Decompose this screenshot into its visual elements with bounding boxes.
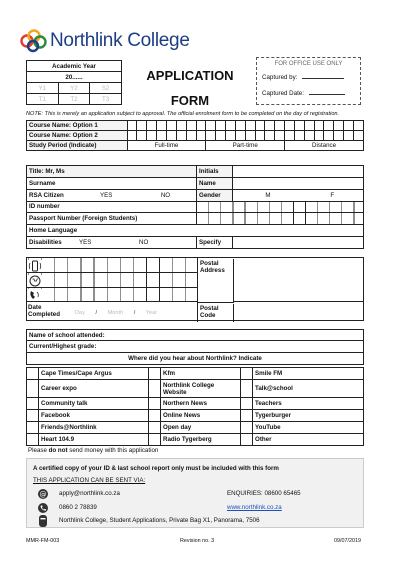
date-month-placeholder: Month — [107, 310, 124, 316]
course-option2-box[interactable] — [294, 131, 304, 141]
captured-by-label: Captured by: — [262, 74, 298, 81]
source-label: Friends@Northlink — [39, 422, 149, 434]
cellphone-icon — [28, 260, 42, 272]
id-passport-block — [26, 201, 364, 249]
post-box-icon — [37, 514, 49, 528]
personal-table — [26, 165, 364, 202]
course-option1-label: Course Name: Option 1 — [27, 121, 128, 131]
study-period-fulltime[interactable]: Full-time — [127, 141, 206, 151]
source-checkbox[interactable] — [149, 398, 161, 410]
course-option1-box[interactable] — [206, 121, 216, 131]
rsa-citizen-label: RSA Citizen — [29, 192, 64, 199]
enquiries-number: ENQUIRIES: 08600 65465 — [227, 490, 301, 497]
gender-male[interactable]: M — [265, 192, 271, 199]
source-label: Career expo — [39, 380, 149, 398]
logo — [20, 28, 190, 54]
form-title-line2: FORM — [170, 93, 210, 108]
doc-date: 09/07/2019 — [334, 538, 361, 544]
home-language-field[interactable] — [197, 225, 363, 236]
date-completed-field[interactable] — [75, 310, 157, 316]
sent-via-label: THIS APPLICATION CAN BE SENT VIA: — [33, 477, 146, 484]
course-option1-box[interactable] — [334, 121, 344, 131]
logo-mark-icon — [20, 29, 48, 53]
course-option1-box[interactable] — [216, 121, 226, 131]
course-option1-box[interactable] — [226, 121, 236, 131]
source-label: Tygerburger — [253, 410, 364, 422]
option-t3[interactable]: T3 — [90, 94, 122, 105]
id-number-boxes[interactable] — [197, 201, 363, 212]
office-use-box — [256, 57, 361, 105]
grade-field[interactable] — [127, 341, 363, 352]
source-checkbox[interactable] — [241, 368, 253, 380]
source-label: Other — [253, 434, 364, 446]
course-option1-box[interactable] — [196, 121, 206, 131]
source-label: Talk@school — [253, 380, 364, 398]
course-option1-box[interactable] — [137, 121, 147, 131]
source-label: Heart 104.9 — [39, 434, 149, 446]
course-option1-box[interactable] — [166, 121, 176, 131]
submission-email[interactable]: apply@northlink.co.za — [59, 490, 120, 497]
source-checkbox[interactable] — [241, 410, 253, 422]
course-option2-box[interactable] — [285, 131, 295, 141]
date-sep-1: / — [95, 310, 98, 316]
rsa-citizen-yes[interactable]: YES — [100, 192, 113, 199]
postal-address-label-2: Address — [200, 267, 225, 274]
money-note-post: send money with this application — [67, 447, 159, 454]
date-completed-label — [28, 304, 60, 318]
source-checkbox[interactable] — [27, 398, 39, 410]
course-option1-box[interactable] — [314, 121, 324, 131]
sources-table — [26, 367, 364, 446]
specify-label: Specify — [197, 237, 233, 248]
source-checkbox[interactable] — [27, 434, 39, 446]
website-link[interactable]: www.northlink.co.za — [227, 504, 282, 511]
study-period-label: Study Period (Indicate) — [27, 141, 128, 151]
source-label: Kfm — [161, 368, 241, 380]
study-period-parttime[interactable]: Part-time — [206, 141, 285, 151]
email-icon — [28, 289, 42, 301]
submission-info-box — [26, 458, 364, 528]
source-label: Northlink College Website — [161, 380, 241, 398]
course-option2-box[interactable] — [137, 131, 147, 141]
course-option1-box[interactable] — [285, 121, 295, 131]
surname-field[interactable] — [27, 178, 197, 190]
source-label: Community talk — [39, 398, 149, 410]
option-y1[interactable]: Y1 — [27, 83, 59, 94]
name-field[interactable] — [233, 178, 364, 190]
date-completed-label-1: Date — [28, 304, 42, 311]
source-label: Smile FM — [253, 368, 364, 380]
course-option2-box[interactable] — [206, 131, 216, 141]
email-row[interactable] — [27, 288, 197, 302]
cellphone-row[interactable] — [27, 258, 197, 273]
course-option2-box[interactable] — [245, 131, 255, 141]
svg-text:@: @ — [39, 490, 47, 499]
source-label: Northern News — [161, 398, 241, 410]
course-option2-box[interactable] — [176, 131, 186, 141]
disabilities-yes[interactable]: YES — [79, 239, 92, 246]
heard-header: Where did you hear about Northlink? Indicate — [26, 353, 364, 365]
course-option1-box[interactable] — [344, 121, 354, 131]
course-option1-box[interactable] — [294, 121, 304, 131]
money-note-bold: do not — [48, 447, 68, 454]
course-option2-box[interactable] — [127, 131, 137, 141]
surname-label: Surname — [29, 180, 56, 187]
logo-text: Northlink College — [50, 30, 190, 51]
source-label: Facebook — [39, 410, 149, 422]
postal-address-label-1: Postal — [200, 260, 219, 267]
course-option2-box[interactable] — [166, 131, 176, 141]
grade-label: Current/Highest grade: — [29, 343, 97, 350]
course-option2-box[interactable] — [324, 131, 334, 141]
gender-label: Gender — [197, 190, 233, 202]
course-option1-box[interactable] — [147, 121, 157, 131]
fax-phone-icon — [37, 502, 49, 514]
postal-code-label — [198, 304, 234, 322]
rsa-citizen-row — [27, 190, 197, 202]
course-option1-box[interactable] — [176, 121, 186, 131]
specify-field[interactable] — [233, 237, 363, 248]
course-option1-box[interactable] — [186, 121, 196, 131]
source-checkbox[interactable] — [149, 368, 161, 380]
source-checkbox[interactable] — [149, 434, 161, 446]
course-option1-box[interactable] — [265, 121, 275, 131]
office-use-title: FOR OFFICE USE ONLY — [274, 61, 343, 67]
school-attended-field[interactable] — [127, 330, 363, 340]
course-option1-box[interactable] — [304, 121, 314, 131]
option-y2[interactable]: Y2 — [58, 83, 90, 94]
date-sep-2: / — [133, 310, 136, 316]
date-completed-label-2: Completed — [28, 311, 60, 318]
captured-date-field[interactable] — [309, 94, 345, 95]
course-option2-box[interactable] — [265, 131, 275, 141]
application-note: NOTE: This is merely an application subject to approval. The official enrolment form to be completed on the day of registration. — [26, 111, 340, 117]
submission-fax: 0860 2 78839 — [59, 504, 97, 511]
disabilities-label: Disabilities — [29, 239, 62, 246]
gender-female[interactable]: F — [330, 192, 335, 199]
postal-code-field[interactable] — [234, 303, 364, 321]
school-attended-label: Name of school attended: — [29, 332, 105, 339]
source-checkbox[interactable] — [149, 410, 161, 422]
contact-block — [26, 257, 364, 321]
source-label: Open day — [161, 422, 241, 434]
option-t2[interactable]: T2 — [58, 94, 90, 105]
study-period-distance[interactable]: Distance — [285, 141, 364, 151]
academic-year-title: Academic Year — [27, 61, 122, 72]
postal-code-label-1: Postal — [200, 305, 219, 312]
source-label: Online News — [161, 410, 241, 422]
money-note — [28, 447, 158, 454]
source-label: YouTube — [253, 422, 364, 434]
id-number-label: ID number — [27, 201, 197, 212]
course-option2-box[interactable] — [344, 131, 354, 141]
course-table — [26, 120, 364, 151]
telephone-row[interactable] — [27, 273, 197, 288]
course-option2-box[interactable] — [304, 131, 314, 141]
certified-copy-note: A certified copy of your ID & last school report only must be included with this form — [33, 465, 279, 472]
disabilities-no[interactable]: NO — [137, 237, 197, 248]
course-option1-box[interactable] — [245, 121, 255, 131]
source-checkbox[interactable] — [27, 410, 39, 422]
academic-year-table — [26, 60, 122, 105]
doc-code: MMR-FM-003 — [26, 538, 60, 544]
postal-address-label — [198, 259, 234, 303]
course-option1-box[interactable] — [324, 121, 334, 131]
doc-revision: Revision no. 3 — [180, 538, 215, 544]
course-option2-box[interactable] — [147, 131, 157, 141]
course-option1-box[interactable] — [275, 121, 285, 131]
source-checkbox[interactable] — [241, 422, 253, 434]
source-checkbox[interactable] — [241, 380, 253, 398]
source-label: Cape Times/Cape Argus — [39, 368, 149, 380]
source-checkbox[interactable] — [27, 368, 39, 380]
captured-date-label: Captured Date: — [262, 90, 304, 97]
money-note-pre: Please — [28, 447, 49, 454]
course-option2-box[interactable] — [314, 131, 324, 141]
course-option2-box[interactable] — [354, 131, 364, 141]
contact-grid — [27, 258, 197, 302]
form-title-line1: APPLICATION — [146, 68, 234, 83]
course-option2-box[interactable] — [334, 131, 344, 141]
date-year-placeholder: Year — [145, 310, 158, 316]
passport-boxes[interactable] — [197, 213, 363, 224]
course-option2-box[interactable] — [226, 131, 236, 141]
course-option2-box[interactable] — [186, 131, 196, 141]
email-at-icon — [37, 488, 49, 500]
submission-post-address: Northlink College, Student Applications, Private Bag X1, Panorama, 7506 — [59, 517, 260, 524]
option-s2[interactable]: S2 — [90, 83, 122, 94]
home-language-label: Home Language — [29, 227, 78, 234]
initials-field[interactable] — [233, 166, 364, 178]
date-day-placeholder: Day — [75, 310, 85, 316]
passport-label: Passport Number (Foreign Students) — [27, 213, 197, 224]
source-checkbox[interactable] — [241, 398, 253, 410]
postal-address-field[interactable] — [234, 258, 364, 302]
course-option2-box[interactable] — [255, 131, 265, 141]
course-option2-box[interactable] — [275, 131, 285, 141]
source-label: Radio Tygerberg — [161, 434, 241, 446]
captured-by-field[interactable] — [302, 78, 344, 79]
course-option2-box[interactable] — [196, 131, 206, 141]
rsa-citizen-no[interactable]: NO — [160, 192, 171, 199]
course-option1-box[interactable] — [255, 121, 265, 131]
course-option2-label: Course Name: Option 2 — [27, 131, 128, 141]
source-checkbox[interactable] — [149, 380, 161, 398]
academic-year-value[interactable]: 20...... — [27, 72, 122, 83]
course-option1-box[interactable] — [354, 121, 364, 131]
course-option1-box[interactable] — [127, 121, 137, 131]
source-label: Teachers — [253, 398, 364, 410]
course-option2-box[interactable] — [235, 131, 245, 141]
postal-code-label-2: Code — [200, 312, 216, 319]
school-block — [26, 329, 364, 365]
source-checkbox[interactable] — [27, 380, 39, 398]
title-label: Title: Mr, Ms — [27, 166, 197, 178]
gender-options — [233, 190, 364, 202]
course-option1-box[interactable] — [235, 121, 245, 131]
name-label: Name — [197, 178, 233, 190]
source-checkbox[interactable] — [149, 422, 161, 434]
initials-label: Initials — [197, 166, 233, 178]
source-checkbox[interactable] — [27, 422, 39, 434]
course-option2-box[interactable] — [216, 131, 226, 141]
option-t1[interactable]: T1 — [27, 94, 59, 105]
source-checkbox[interactable] — [241, 434, 253, 446]
telephone-icon — [28, 275, 42, 287]
course-option1-box[interactable] — [157, 121, 167, 131]
course-option2-box[interactable] — [157, 131, 167, 141]
